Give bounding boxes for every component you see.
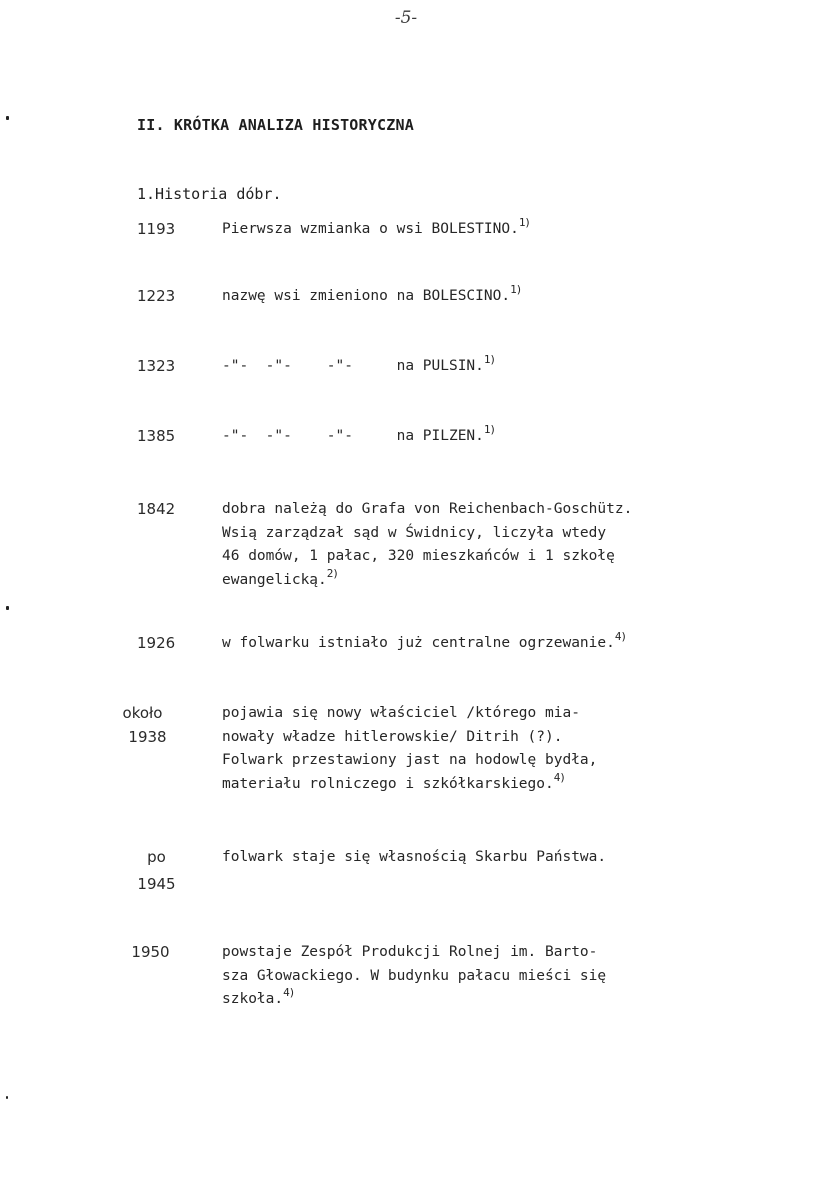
entry-text [222, 218, 822, 242]
entry-line: w folwarku istniało już centralne ogrzewanie. [222, 635, 615, 651]
entry-line: -"- -"- -"- na PILZEN. [222, 428, 484, 444]
entry-line: szkoła. [222, 991, 284, 1007]
footnote-ref: 4) [553, 770, 565, 784]
entry-date: 1193 [137, 220, 176, 238]
entry-text [222, 355, 822, 379]
entry-line: nowały władze hitlerowskie/ Ditrih (?). [222, 728, 563, 745]
entry-line: ewangelicką. [222, 571, 327, 588]
entry-date: 1223 [137, 287, 176, 305]
entry-line: pojawia się nowy właściciel /którego mia- [222, 705, 580, 721]
entry-date: około [122, 704, 163, 722]
entry-line: sza Głowackiego. W budynku pałacu mieści się [222, 967, 607, 984]
entry-line: folwark staje się własnością Skarbu Państwa. [222, 849, 607, 865]
entry-date: 1323 [137, 357, 176, 375]
scan-speck [6, 1096, 8, 1099]
scan-speck [6, 116, 9, 120]
entry-line: Folwark przestawiony jast na hodowlę bydła, [222, 752, 598, 768]
entry-text [222, 846, 822, 870]
subsection-heading: 1.Historia dóbr. [137, 185, 282, 203]
entry-line: materiału rolniczego i szkółkarskiego. [222, 775, 554, 792]
entry-line: Wsią zarządzał sąd w Świdnicy, liczyła wtedy [222, 524, 607, 541]
entry-line: powstaje Zespół Produkcji Rolnej im. Barto- [222, 944, 598, 960]
page-number: -5- [394, 8, 418, 28]
entry-text [222, 498, 822, 592]
footnote-ref: 1) [518, 216, 531, 229]
footnote-ref: 4) [283, 986, 295, 999]
entry-date-year: 1945 [137, 875, 176, 893]
entry-line: 46 domów, 1 pałac, 320 mieszkańców i 1 szkołę [222, 548, 615, 564]
scan-speck [6, 606, 9, 610]
section-heading: II. KRÓTKA ANALIZA HISTORYCZNA [137, 116, 414, 134]
entry-date: 1950 [131, 943, 170, 961]
entry-line: -"- -"- -"- na PULSIN. [222, 358, 484, 374]
entry-line: Pierwsza wzmianka o wsi BOLESTINO. [222, 221, 519, 237]
entry-line: dobra należą do Grafa von Reichenbach-Goschütz. [222, 501, 633, 517]
entry-text [222, 425, 822, 449]
entry-line: nazwę wsi zmieniono na BOLESCINO. [222, 288, 511, 304]
entry-text [222, 632, 822, 656]
footnote-ref: 2) [326, 566, 339, 580]
entry-date-year: 1938 [128, 728, 167, 746]
footnote-ref: 1) [483, 423, 496, 436]
entry-date: 1842 [137, 500, 176, 518]
entry-date: 1385 [137, 427, 176, 445]
entry-date: 1926 [137, 634, 176, 652]
entry-text [222, 285, 822, 309]
footnote-ref: 1) [483, 353, 496, 366]
entry-date: po [147, 848, 166, 866]
footnote-ref: 4) [614, 630, 627, 643]
entry-text [222, 702, 822, 796]
footnote-ref: 1) [510, 283, 522, 296]
entry-text [222, 941, 822, 1012]
